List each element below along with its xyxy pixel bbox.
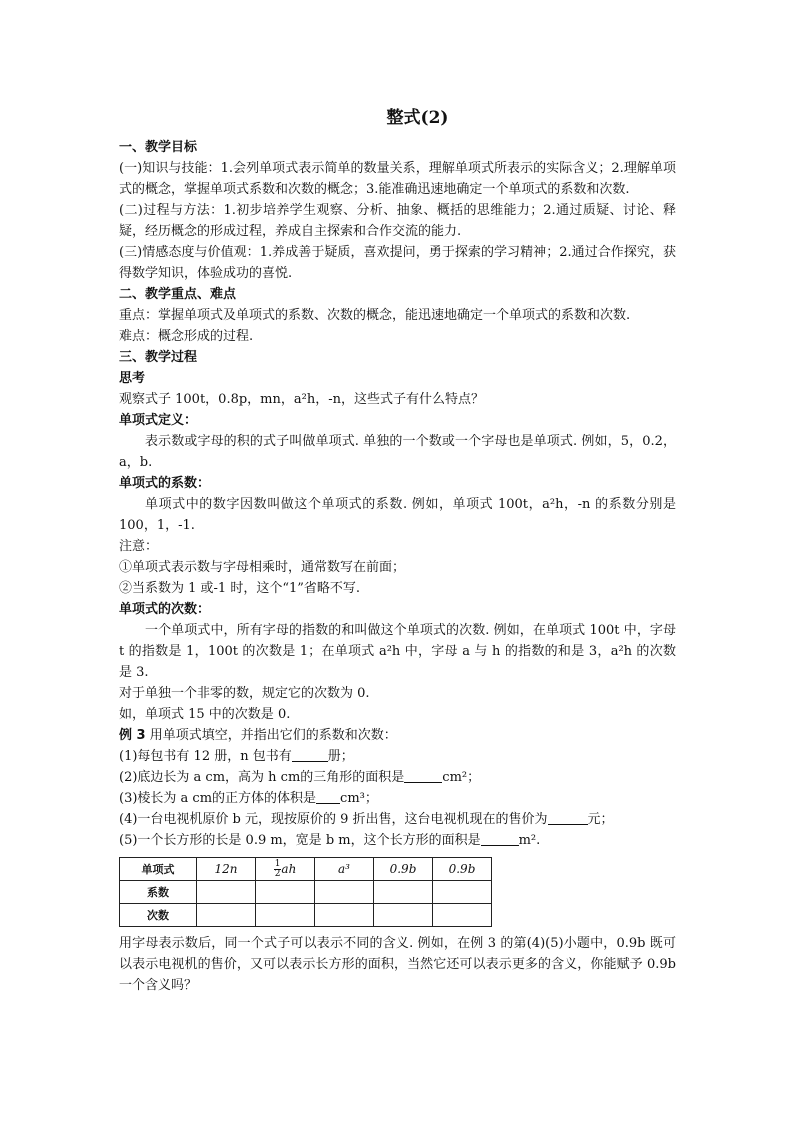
table-cell-empty[interactable] [197,881,256,904]
objective-knowledge: (一)知识与技能：1.会列单项式表示简单的数量关系，理解单项式所表示的实际含义；2.理解单项式的概念，掌握单项式系数和次数的概念；3.能准确迅速地确定一个单项式的系数和次数. [119,161,676,197]
degree-text: 一个单项式中，所有字母的指数的和叫做这个单项式的次数. 例如，在单项式 100t 中，字母 t 的指数是 1，100t 的次数是 1；在单项式 a²h 中，字母 a 与 h 的指数的和是 3，a²h 的次数是 3. [119,623,676,680]
fraction-denominator: 2 [274,868,281,879]
question-unit: 册； [327,749,354,764]
row-header-degree: 次数 [120,904,197,927]
example-question-3 [119,788,676,809]
question-unit: m². [518,833,541,848]
example-question-2 [119,767,676,788]
degree-nonzero-rule: 对于单独一个非零的数，规定它的次数为 0. [119,686,370,701]
coefficient-text: 单项式中的数字因数叫做这个单项式的系数. 例如，单项式 100t，a²h，-n 的系数分别是 100，1，-1. [119,497,676,533]
answer-blank[interactable] [548,811,588,825]
key-point: 重点：掌握单项式及单项式的系数、次数的概念，能迅速地确定一个单项式的系数和次数. [119,308,631,323]
degree-heading: 单项式的次数： [119,602,211,617]
table-row-coefficient [120,881,492,904]
think-heading: 思考 [119,371,146,386]
fraction-numerator: 1 [274,858,281,869]
table-cell-empty[interactable] [315,881,374,904]
row-header-coefficient: 系数 [120,881,197,904]
note-label: 注意： [119,539,159,554]
section-heading-process: 三、教学过程 [119,350,198,365]
objective-process: (二)过程与方法：1.初步培养学生观察、分析、抽象、概括的思维能力；2.通过质疑、讨论、释疑，经历概念的形成过程，养成自主探索和合作交流的能力. [119,203,676,239]
table-cell-term: 0.9b [433,858,492,881]
example-question-4 [119,809,676,830]
answer-blank[interactable] [404,769,442,783]
difficult-point: 难点：概念形成的过程. [119,329,254,344]
answer-table [119,857,492,927]
example-label: 例 3 [119,728,146,743]
row-header-monomial: 单项式 [120,858,197,881]
question-unit: cm²； [442,770,481,785]
table-cell-empty[interactable] [256,881,315,904]
example-intro [119,725,676,746]
table-cell-term: 0.9b [374,858,433,881]
table-row-terms [120,858,492,881]
example-question-1 [119,746,676,767]
example-question-5 [119,830,676,851]
answer-blank[interactable] [316,790,340,804]
question-text: (4)一台电视机原价 b 元，现按原价的 9 折出售，这台电视机现在的售价为 [119,812,548,827]
document-body [119,107,676,996]
table-cell-empty[interactable] [433,881,492,904]
note-item-2: ②当系数为 1 或-1 时，这个“1”省略不写. [119,581,361,596]
definition-heading: 单项式定义： [119,413,198,428]
think-text: 观察式子 100t，0.8p，mn，a²h，-n，这些式子有什么特点？ [119,392,484,407]
definition-text: 表示数或字母的积的式子叫做单项式. 单独的一个数或一个字母也是单项式. 例如，5，0.2，a，b. [119,434,676,470]
question-unit: 元； [587,812,614,827]
coefficient-heading: 单项式的系数： [119,476,211,491]
answer-blank[interactable] [481,832,519,846]
section-heading-keypoints: 二、教学重点、难点 [119,287,237,302]
example-instruction: 用单项式填空，并指出它们的系数和次数： [149,728,397,743]
table-cell-term: a³ [315,858,374,881]
table-row-degree [120,904,492,927]
question-text: (2)底边长为 a cm，高为 h cm的三角形的面积是 [119,770,405,785]
closing-paragraph: 用字母表示数后，同一个式子可以表示不同的含义. 例如，在例 3 的第(4)(5)小题中，0.9b 既可以表示电视机的售价，又可以表示长方形的面积，当然它还可以表示更多的含义，你能赋予 0.9b 一个含义吗？ [119,936,676,993]
section-heading-objectives: 一、教学目标 [119,140,198,155]
question-unit: cm³； [340,791,378,806]
degree-example: 如，单项式 15 中的次数是 0. [119,707,291,722]
question-text: (1)每包书有 12 册，n 包书有 [119,749,292,764]
table-cell-empty[interactable] [256,904,315,927]
table-cell-empty[interactable] [433,904,492,927]
table-cell-term: 12n [197,858,256,881]
note-item-1: ①单项式表示数与字母相乘时，通常数写在前面； [119,560,406,575]
table-cell-empty[interactable] [315,904,374,927]
table-cell-empty[interactable] [197,904,256,927]
page-title: 整式(2) [386,108,449,128]
question-text: (5)一个长方形的长是 0.9 m，宽是 b m，这个长方形的面积是 [119,833,481,848]
question-text: (3)棱长为 a cm的正方体的体积是 [119,791,317,806]
answer-blank[interactable] [292,748,328,762]
table-cell-empty[interactable] [374,881,433,904]
table-cell-term-fraction [256,858,315,881]
objective-attitude: (三)情感态度与价值观：1.养成善于疑质，喜欢提问，勇于探索的学习精神；2.通过合作探究，获得数学知识，体验成功的喜悦. [119,245,676,281]
term-variables: ah [281,861,297,876]
table-cell-empty[interactable] [374,904,433,927]
